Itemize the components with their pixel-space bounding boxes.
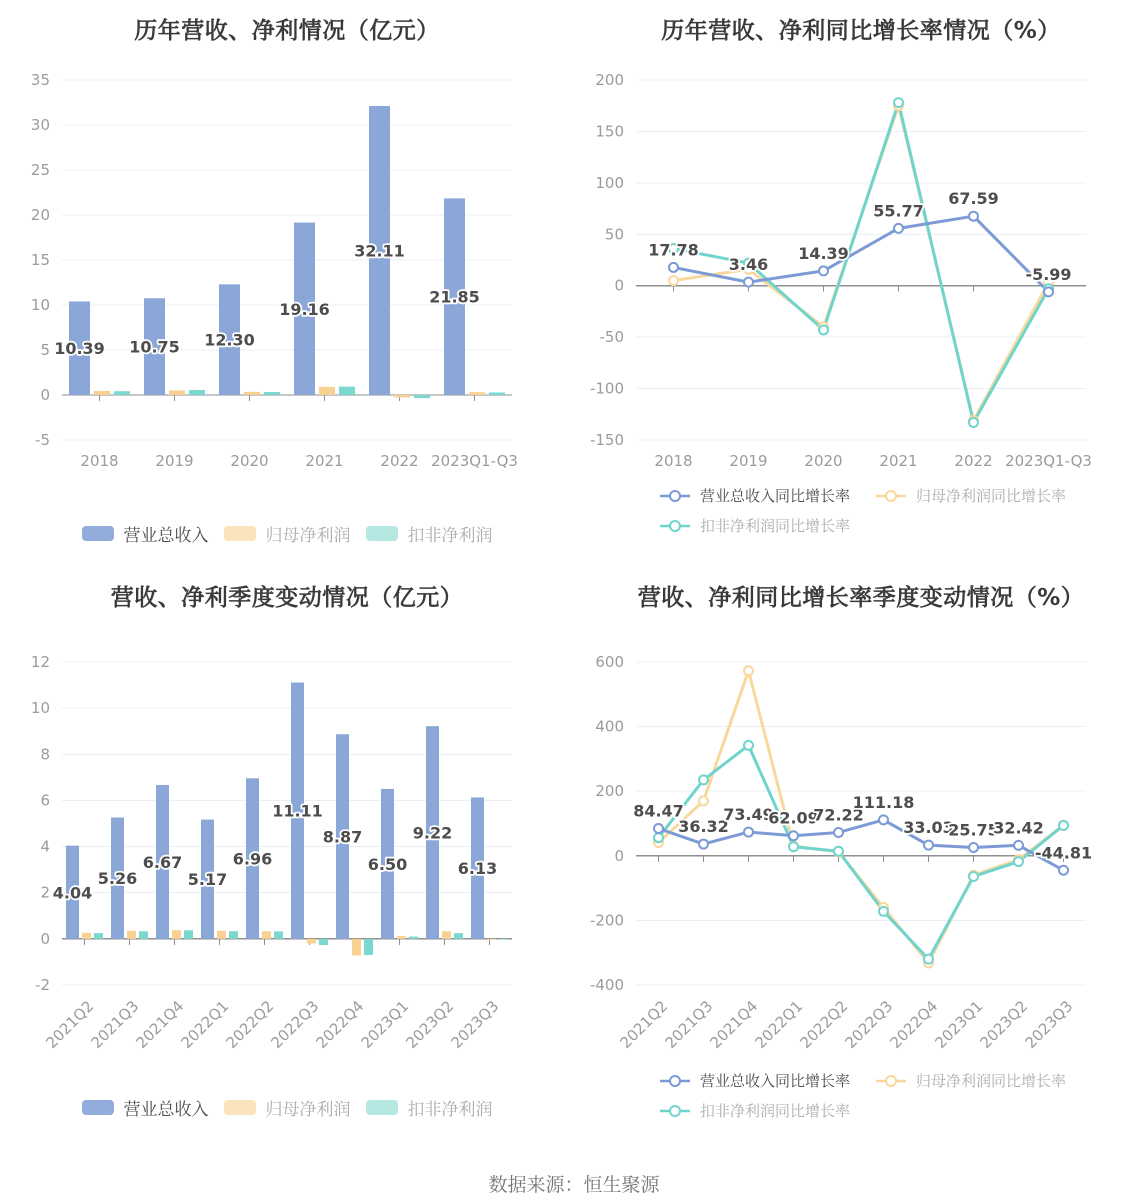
legend-label: 扣非净利润 <box>407 1100 493 1120</box>
svg-text:73.49: 73.49 <box>723 805 774 825</box>
svg-text:2023Q2: 2023Q2 <box>976 997 1032 1052</box>
svg-text:2021Q2: 2021Q2 <box>42 997 98 1052</box>
svg-text:8: 8 <box>40 745 50 764</box>
data-source-footer <box>0 1160 1148 1202</box>
svg-text:200: 200 <box>595 782 624 801</box>
svg-text:2021Q3: 2021Q3 <box>87 997 143 1052</box>
svg-text:6.67: 6.67 <box>142 852 183 872</box>
legend-label: 营业总收入 <box>123 526 209 546</box>
quarterly-growth-rate-plot <box>574 612 1148 1062</box>
legend-item-revenue-growth[interactable] <box>660 1067 850 1094</box>
legend-line-marker-icon <box>660 1073 690 1089</box>
svg-text:6.50: 6.50 <box>367 854 408 874</box>
legend-label: 扣非净利润同比增长率 <box>700 517 851 535</box>
legend-row <box>660 1097 1148 1124</box>
legend-label: 扣非净利润 <box>407 526 493 546</box>
svg-text:55.77: 55.77 <box>873 201 924 221</box>
legend-item-deducted-net-profit[interactable] <box>366 1094 493 1121</box>
svg-text:2023Q1-Q3: 2023Q1-Q3 <box>1005 452 1092 470</box>
svg-text:-44.81: -44.81 <box>1034 843 1093 863</box>
svg-text:2022Q4: 2022Q4 <box>886 997 942 1052</box>
legend-row <box>0 520 574 547</box>
svg-text:2021Q4: 2021Q4 <box>132 997 188 1052</box>
svg-text:2022Q2: 2022Q2 <box>796 997 852 1052</box>
svg-text:2022Q2: 2022Q2 <box>222 997 278 1052</box>
svg-text:2022: 2022 <box>380 452 419 470</box>
annual-growth-rate-legend <box>574 482 1148 539</box>
legend-item-deducted-net-profit-growth[interactable] <box>660 512 850 539</box>
svg-text:11.11: 11.11 <box>272 801 323 821</box>
svg-text:6.96: 6.96 <box>232 849 273 869</box>
svg-text:-5.99: -5.99 <box>1025 264 1072 284</box>
svg-text:17.78: 17.78 <box>648 240 699 260</box>
svg-text:-400: -400 <box>589 976 624 994</box>
svg-text:6: 6 <box>40 791 50 810</box>
svg-text:2023Q3: 2023Q3 <box>447 997 503 1052</box>
svg-text:2019: 2019 <box>155 452 194 470</box>
svg-text:6.13: 6.13 <box>457 859 498 879</box>
legend-line-marker-icon <box>876 488 906 504</box>
legend-item-deducted-net-profit[interactable] <box>366 520 493 547</box>
svg-text:-150: -150 <box>589 431 624 449</box>
svg-text:5.26: 5.26 <box>97 869 138 889</box>
svg-text:150: 150 <box>595 122 624 141</box>
svg-text:14.39: 14.39 <box>798 243 849 263</box>
svg-text:32.42: 32.42 <box>993 818 1044 838</box>
svg-text:200: 200 <box>595 71 624 89</box>
legend-line-marker-icon <box>876 1073 906 1089</box>
quarterly-revenue-profit-plot <box>0 612 574 1062</box>
svg-text:12.30: 12.30 <box>204 330 255 350</box>
legend-swatch-icon <box>366 526 398 541</box>
svg-text:2021: 2021 <box>879 452 918 470</box>
svg-text:2023Q2: 2023Q2 <box>402 997 458 1052</box>
legend-swatch-icon <box>366 1100 398 1115</box>
svg-text:-100: -100 <box>589 379 624 398</box>
svg-text:600: 600 <box>595 653 624 671</box>
annual-revenue-profit-title: 历年营收、净利情况（亿元） <box>134 18 440 44</box>
svg-text:25: 25 <box>30 161 50 179</box>
svg-text:2020: 2020 <box>230 452 269 470</box>
legend-line-marker-icon <box>660 518 690 534</box>
svg-text:35: 35 <box>30 71 50 89</box>
legend-row <box>660 1067 1148 1094</box>
legend-swatch-icon <box>224 526 256 541</box>
svg-text:10.39: 10.39 <box>54 339 105 359</box>
svg-text:2023Q3: 2023Q3 <box>1021 997 1077 1052</box>
quarterly-growth-rate-legend <box>574 1067 1148 1124</box>
legend-label: 归母净利润同比增长率 <box>916 1072 1067 1090</box>
svg-text:33.03: 33.03 <box>903 818 954 838</box>
svg-text:2022Q3: 2022Q3 <box>841 997 897 1052</box>
svg-text:2021Q3: 2021Q3 <box>661 997 717 1052</box>
svg-text:15: 15 <box>30 251 50 269</box>
legend-label: 营业总收入同比增长率 <box>700 487 851 505</box>
svg-text:2023Q1: 2023Q1 <box>357 997 413 1052</box>
svg-text:50: 50 <box>604 225 624 244</box>
quarterly-revenue-profit-legend <box>0 1094 574 1121</box>
legend-item-net-profit[interactable] <box>224 1094 351 1121</box>
svg-text:2022Q1: 2022Q1 <box>177 997 233 1052</box>
svg-text:2021Q4: 2021Q4 <box>706 997 762 1052</box>
svg-text:100: 100 <box>595 173 624 192</box>
legend-item-revenue[interactable] <box>82 520 209 547</box>
svg-text:2023Q1: 2023Q1 <box>931 997 987 1052</box>
svg-text:-5: -5 <box>35 431 50 449</box>
svg-text:36.32: 36.32 <box>678 817 729 837</box>
svg-text:2021: 2021 <box>305 452 344 470</box>
svg-text:20: 20 <box>30 206 50 224</box>
svg-text:2022: 2022 <box>954 452 993 470</box>
svg-text:5: 5 <box>40 341 50 359</box>
legend-swatch-icon <box>224 1100 256 1115</box>
legend-swatch-icon <box>82 526 114 541</box>
svg-text:9.22: 9.22 <box>412 823 453 843</box>
svg-text:72.22: 72.22 <box>813 805 864 825</box>
svg-text:67.59: 67.59 <box>948 189 999 209</box>
legend-label: 营业总收入 <box>123 1100 209 1120</box>
legend-item-revenue-growth[interactable] <box>660 482 850 509</box>
svg-text:3.46: 3.46 <box>728 255 769 275</box>
svg-text:400: 400 <box>595 717 624 736</box>
annual-growth-rate-panel <box>574 0 1148 560</box>
svg-text:19.16: 19.16 <box>279 299 330 319</box>
legend-item-deducted-net-profit-growth[interactable] <box>660 1097 850 1124</box>
svg-text:-200: -200 <box>589 911 624 930</box>
svg-text:-2: -2 <box>35 976 50 994</box>
svg-text:0: 0 <box>614 276 624 295</box>
svg-text:25.75: 25.75 <box>948 820 999 840</box>
legend-item-net-profit-growth[interactable] <box>876 1067 1066 1094</box>
quarterly-revenue-profit-title: 营收、净利季度变动情况（亿元） <box>110 585 464 611</box>
svg-text:2018: 2018 <box>654 452 693 470</box>
annual-revenue-profit-plot <box>0 48 574 488</box>
annual-revenue-profit-legend <box>0 520 574 547</box>
annual-revenue-profit-panel <box>0 0 574 560</box>
svg-text:111.18: 111.18 <box>852 792 915 812</box>
quarterly-revenue-profit-panel <box>0 560 574 1160</box>
legend-swatch-icon <box>82 1100 114 1115</box>
legend-label: 归母净利润 <box>265 526 351 546</box>
quarterly-growth-rate-panel <box>574 560 1148 1160</box>
svg-text:4: 4 <box>40 837 50 856</box>
quarterly-growth-rate-title: 营收、净利同比增长率季度变动情况（%） <box>637 585 1085 611</box>
svg-text:4.04: 4.04 <box>52 883 93 903</box>
legend-label: 归母净利润同比增长率 <box>916 487 1067 505</box>
data-source-text: 数据来源：恒生聚源 <box>488 1174 660 1196</box>
svg-text:12: 12 <box>30 653 50 671</box>
annual-growth-rate-title: 历年营收、净利同比增长率情况（%） <box>661 18 1061 44</box>
svg-text:10: 10 <box>30 296 50 314</box>
svg-text:32.11: 32.11 <box>354 241 405 261</box>
legend-line-marker-icon <box>660 1103 690 1119</box>
svg-text:2018: 2018 <box>80 452 119 470</box>
legend-label: 扣非净利润同比增长率 <box>700 1102 851 1120</box>
svg-text:2023Q1-Q3: 2023Q1-Q3 <box>431 452 518 470</box>
svg-text:21.85: 21.85 <box>429 287 480 307</box>
annual-growth-rate-plot <box>574 48 1148 488</box>
svg-text:2019: 2019 <box>729 452 768 470</box>
svg-text:5.17: 5.17 <box>187 870 228 890</box>
svg-text:2021Q2: 2021Q2 <box>616 997 672 1052</box>
svg-text:30: 30 <box>30 116 50 134</box>
svg-text:62.09: 62.09 <box>768 808 819 828</box>
svg-text:10: 10 <box>30 699 50 718</box>
svg-text:10.75: 10.75 <box>129 337 180 357</box>
legend-row <box>660 512 1148 539</box>
legend-label: 归母净利润 <box>265 1100 351 1120</box>
legend-row <box>0 1094 574 1121</box>
svg-text:2020: 2020 <box>804 452 843 470</box>
svg-text:0: 0 <box>614 846 624 865</box>
legend-label: 营业总收入同比增长率 <box>700 1072 851 1090</box>
legend-row <box>660 482 1148 509</box>
svg-text:8.87: 8.87 <box>322 827 363 847</box>
svg-text:2022Q4: 2022Q4 <box>312 997 368 1052</box>
legend-line-marker-icon <box>660 488 690 504</box>
svg-text:0: 0 <box>40 929 50 948</box>
svg-text:84.47: 84.47 <box>633 801 684 821</box>
svg-text:2: 2 <box>40 883 50 902</box>
legend-item-net-profit-growth[interactable] <box>876 482 1066 509</box>
legend-item-net-profit[interactable] <box>224 520 351 547</box>
svg-text:2022Q3: 2022Q3 <box>267 997 323 1052</box>
svg-text:2022Q1: 2022Q1 <box>751 997 807 1052</box>
legend-item-revenue[interactable] <box>82 1094 209 1121</box>
svg-text:0: 0 <box>40 386 50 404</box>
svg-text:-50: -50 <box>599 328 624 347</box>
